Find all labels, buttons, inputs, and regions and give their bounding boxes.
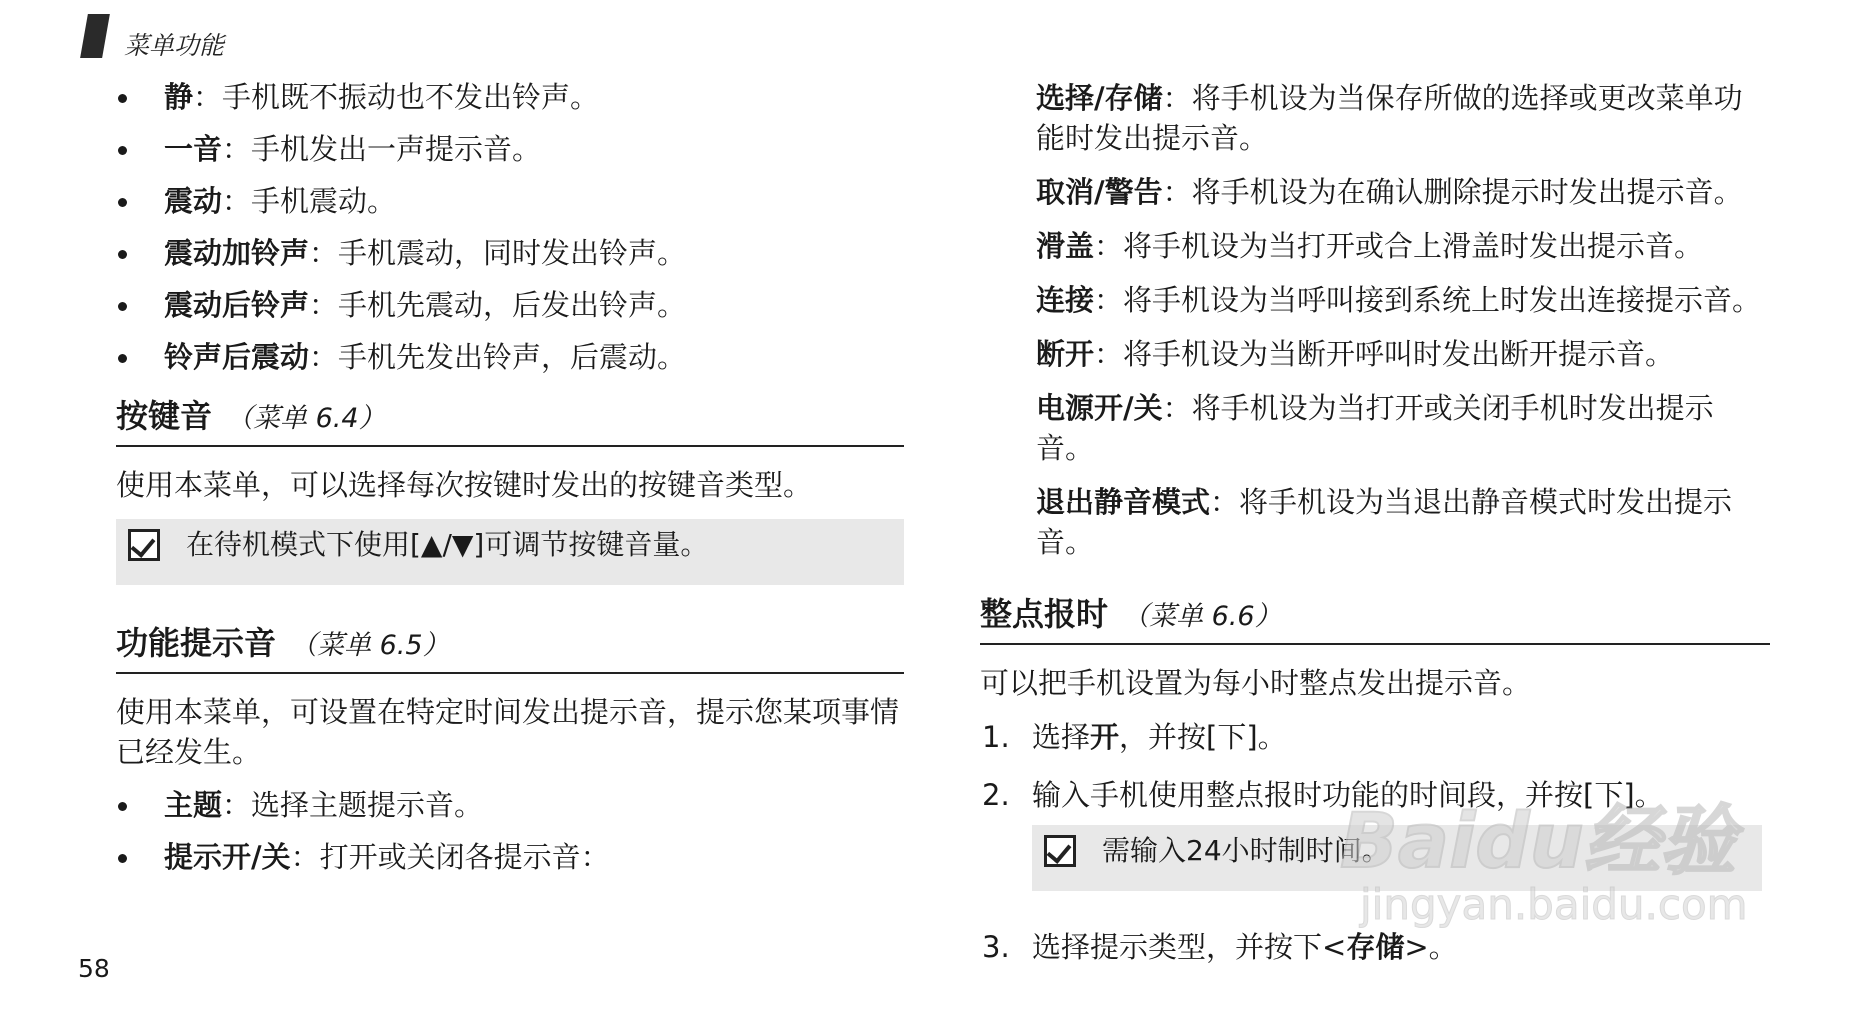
function-tone-list <box>116 786 904 876</box>
hourly-steps-continued <box>980 927 1770 967</box>
right-column <box>980 78 1770 985</box>
hourly-note <box>1032 825 1762 891</box>
hourly-description: 可以把手机设置为每小时整点发出提示音。 <box>980 666 1532 700</box>
list-item: 主题：选择主题提示音。 <box>116 786 904 824</box>
section-title-function-tone: 功能提示音 （菜单 6.5） <box>116 621 904 674</box>
checkbox-note-icon <box>1044 835 1076 867</box>
section-title-hourly: 整点报时 （菜单 6.6） <box>980 592 1770 645</box>
list-item: 铃声后震动：手机先发出铃声，后震动。 <box>116 338 904 376</box>
list-item: 滑盖：将手机设为当打开或合上滑盖时发出提示音。 <box>1036 229 1704 263</box>
hourly-steps <box>980 717 1770 815</box>
tone-option-list <box>980 78 1770 562</box>
list-item: 提示开/关：打开或关闭各提示音： <box>116 838 904 876</box>
keytone-note <box>116 519 904 585</box>
header-title: 菜单功能 <box>124 31 225 60</box>
list-item: 取消/警告：将手机设为在确认删除提示时发出提示音。 <box>1036 175 1743 209</box>
step-item: 3. 选择提示类型，并按下<存储>。 <box>982 930 1458 964</box>
list-item: 震动后铃声：手机先震动，后发出铃声。 <box>116 286 904 324</box>
alert-type-list <box>116 78 904 376</box>
left-column <box>116 78 904 890</box>
list-item: 退出静音模式：将手机设为当退出静音模式时发出提示音。 <box>1036 485 1733 559</box>
list-item: 电源开/关：将手机设为当打开或关闭手机时发出提示音。 <box>1036 391 1714 465</box>
section-title-keytone: 按键音 （菜单 6.4） <box>116 394 904 447</box>
page-number: 58 <box>78 954 110 983</box>
watermark-url: jingyan.baidu.com <box>1360 880 1748 929</box>
list-item: 一音：手机发出一声提示音。 <box>116 130 904 168</box>
list-item: 连接：将手机设为当呼叫接到系统上时发出连接提示音。 <box>1036 283 1762 317</box>
keytone-description: 使用本菜单，可以选择每次按键时发出的按键音类型。 <box>116 468 813 502</box>
note-text: 需输入24小时制时间。 <box>1102 834 1390 867</box>
list-item: 选择/存储：将手机设为当保存所做的选择或更改菜单功能时发出提示音。 <box>1036 81 1743 155</box>
header-accent-bar <box>80 14 110 58</box>
step-item: 1. 选择开，并按[下]。 <box>982 720 1287 754</box>
list-item: 震动：手机震动。 <box>116 182 904 220</box>
note-text: 在待机模式下使用[▲/▼]可调节按键音量。 <box>186 528 709 561</box>
list-item: 震动加铃声：手机震动，同时发出铃声。 <box>116 234 904 272</box>
list-item: 断开：将手机设为当断开呼叫时发出断开提示音。 <box>1036 337 1675 371</box>
list-item: 静：手机既不振动也不发出铃声。 <box>116 78 904 116</box>
function-tone-description: 使用本菜单，可设置在特定时间发出提示音，提示您某项事情已经发生。 <box>116 695 900 769</box>
checkbox-note-icon <box>128 529 160 561</box>
watermark-logo: Baidu经验 <box>1340 796 1736 885</box>
step-item: 2. 输入手机使用整点报时功能的时间段，并按[下]。 <box>982 778 1664 812</box>
